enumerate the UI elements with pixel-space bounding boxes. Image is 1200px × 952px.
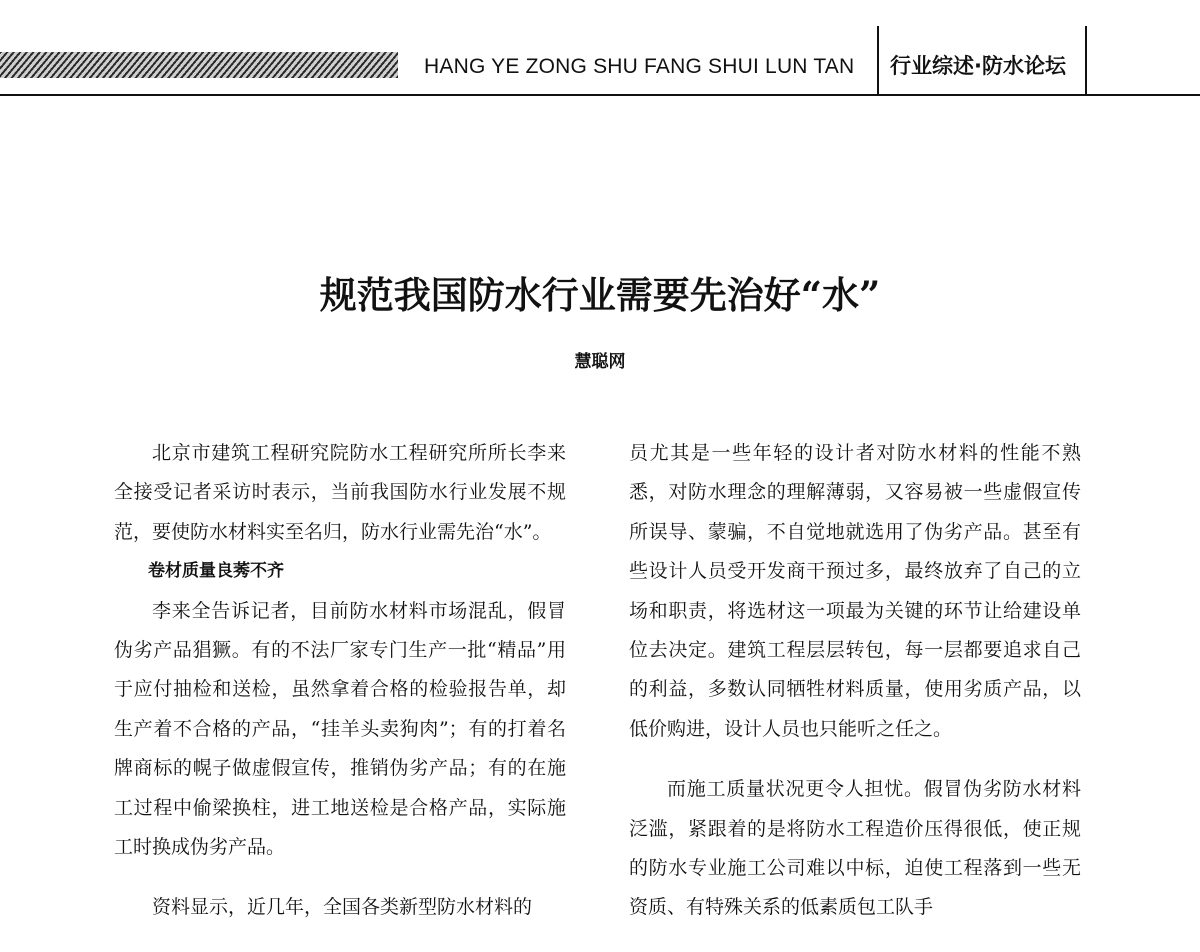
paragraph-body: 而施工质量状况更令人担忧。假冒伪劣防水材料泛滥，紧跟着的是将防水工程造价压得很低，使正规的防水专业施工公司难以中标，迫使工程落到一些无资质、有特殊关系的低素质包工队手 <box>629 778 1081 919</box>
header-section-chinese: 行业综述·防水论坛 <box>890 54 1066 78</box>
header-section-english: HANG YE ZONG SHU FANG SHUI LUN TAN <box>424 55 855 78</box>
paragraph-body: 李来全告诉记者，目前防水材料市场混乱，假冒伪劣产品猖獗。有的不法厂家专门生产一批“精品”用于应付抽检和送检，虽然拿着合格的检验报告单，却生产着不合格的产品，“挂羊头卖狗肉”；有的打着名牌商标的幌子做虚假宣传，推销伪劣产品；有的在施工过程中偷梁换柱，进工地送检是合格产品，实际施工时换成伪劣产品。 <box>114 599 566 859</box>
header-end-rule <box>1085 26 1087 96</box>
header-divider <box>877 26 879 96</box>
header-rule <box>0 94 1200 96</box>
article-title: 规范我国防水行业需要先治好“水” <box>319 272 881 317</box>
article-right-column <box>629 434 1081 928</box>
article-author: 慧聪网 <box>574 352 626 372</box>
section-subheading: 卷材质量良莠不齐 <box>148 561 284 582</box>
paragraph-continued: 员尤其是一些年轻的设计者对防水材料的性能不熟悉，对防水理念的理解薄弱，又容易被一些虚假宣传所误导、蒙骗，不自觉地就选用了伪劣产品。甚至有些设计人员受开发商干预过多，最终放弃了自己的立场和职责，将选材这一项最为关键的环节让给建设单位去决定。建筑工程层层转包，每一层都要追求自己的利益，多数认同牺牲材料质量，使用劣质产品，以低价购进，设计人员也只能听之任之。 <box>629 442 1081 740</box>
article-left-column <box>114 434 566 928</box>
header-hatch-bar <box>0 52 398 78</box>
paragraph-intro: 北京市建筑工程研究院防水工程研究所所长李来全接受记者采访时表示，当前我国防水行业发展不规范，要使防水材料实至名归，防水行业需先治“水”。 <box>114 442 566 543</box>
paragraph-body: 资料显示，近几年，全国各类新型防水材料的 <box>152 896 533 919</box>
